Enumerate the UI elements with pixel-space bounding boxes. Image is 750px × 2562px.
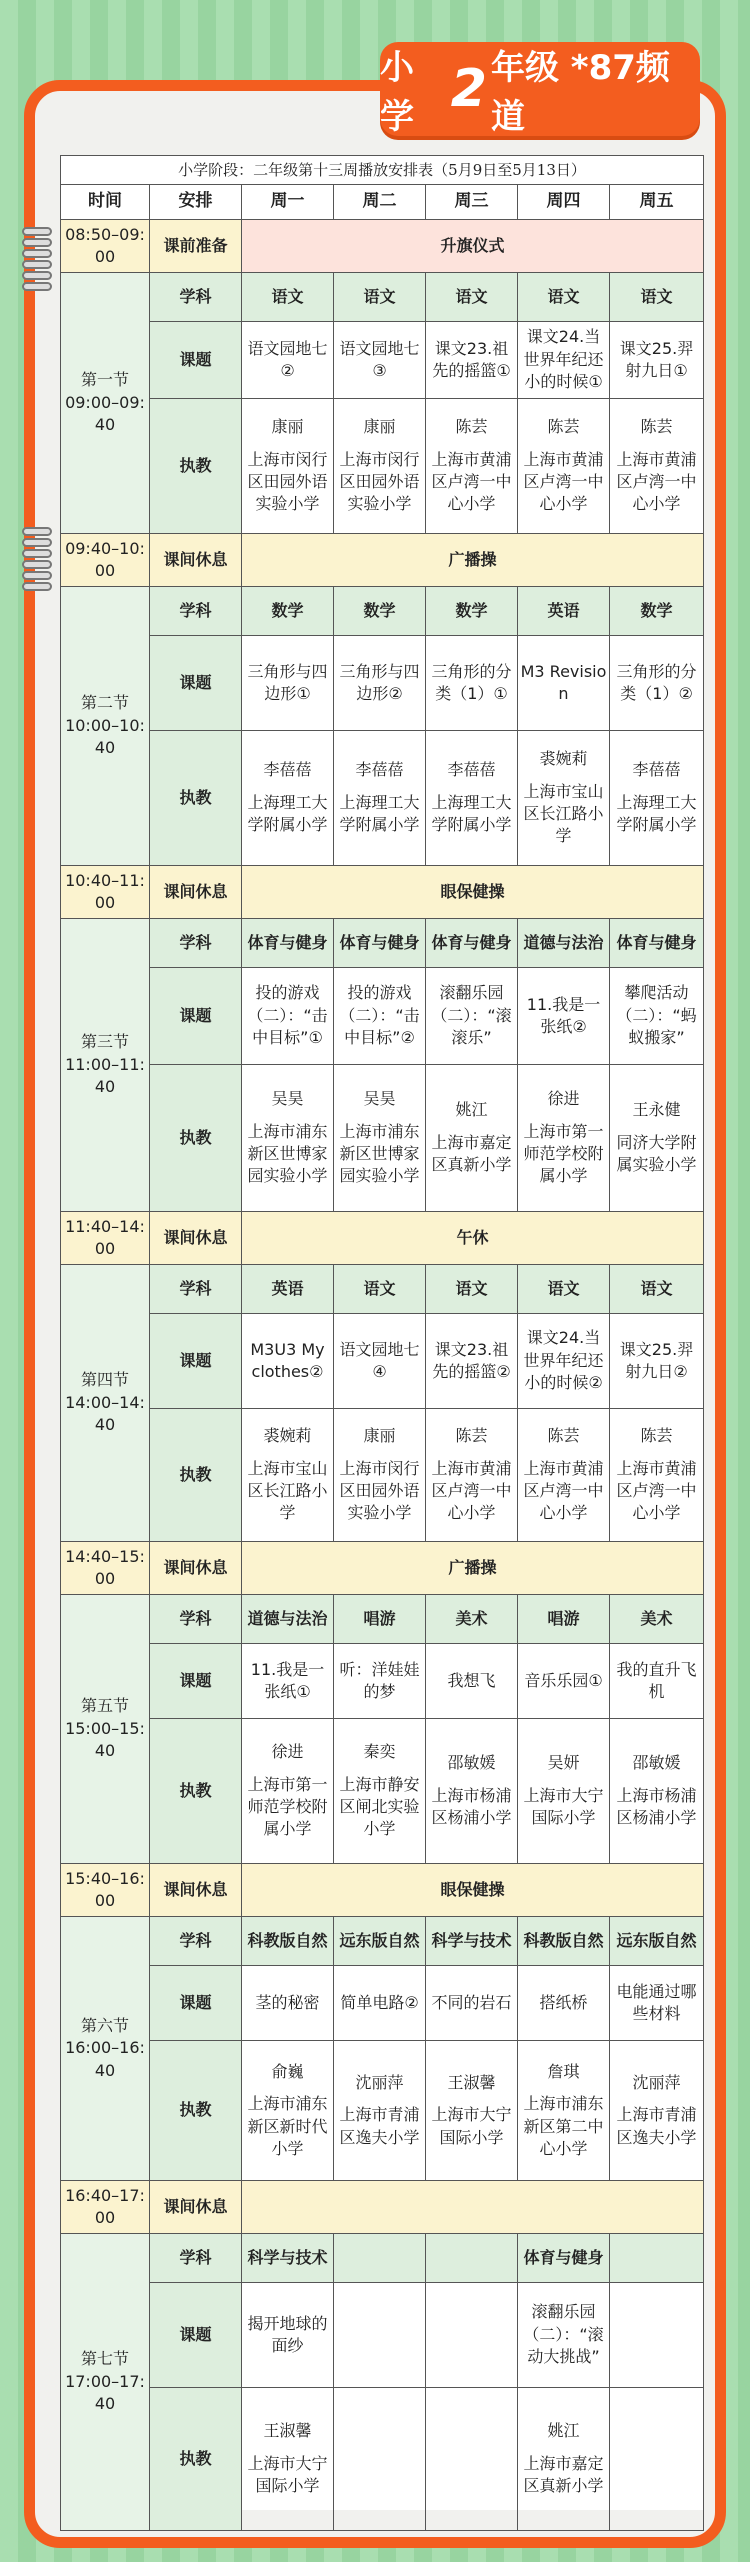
teacher-cell xyxy=(242,731,334,866)
teacher-name: 李蓓蓓 xyxy=(263,760,312,780)
binder-ring-icon xyxy=(22,525,52,593)
teacher-school: 上海市黄浦区卢湾一中心小学 xyxy=(616,1458,697,1523)
row-label-teacher: 执教 xyxy=(150,399,242,534)
teacher-school: 上海市闵行区田园外语实验小学 xyxy=(339,1458,420,1523)
row-label-subject: 学科 xyxy=(150,1917,242,1966)
topic-cell: M3U3 My clothes② xyxy=(242,1314,334,1409)
teacher-cell xyxy=(242,1409,334,1542)
topic-cell: 三角形的分类（1）② xyxy=(610,636,704,731)
break-label: 课间休息 xyxy=(150,2181,242,2234)
teacher-cell xyxy=(610,399,704,534)
teacher-school: 上海市第一师范学校附属小学 xyxy=(523,1121,604,1186)
column-header: 周二 xyxy=(334,185,426,220)
row-label-teacher: 执教 xyxy=(150,1409,242,1542)
row-label-topic: 课题 xyxy=(150,1314,242,1409)
topic-cell: 滚翻乐园（二）：“滚滚乐” xyxy=(426,968,518,1065)
topic-cell: 茎的秘密 xyxy=(242,1966,334,2041)
topic-cell: 11.我是一张纸② xyxy=(518,968,610,1065)
teacher-school: 上海市浦东新区第二中心小学 xyxy=(523,2094,604,2158)
column-header: 时间 xyxy=(61,185,150,220)
teacher-name: 沈丽萍 xyxy=(355,2072,404,2092)
teacher-name: 姚江 xyxy=(547,2421,580,2441)
period-name: 第一节 xyxy=(80,370,129,390)
period-hours: 17:00–17:40 xyxy=(65,2371,145,2414)
teacher-name: 邵敏媛 xyxy=(632,1753,681,1773)
subject-cell: 体育与健身 xyxy=(610,919,704,968)
subject-cell: 体育与健身 xyxy=(426,919,518,968)
row-label-topic: 课题 xyxy=(150,968,242,1065)
teacher-school: 上海市黄浦区卢湾一中心小学 xyxy=(523,1458,604,1523)
teacher-name: 姚江 xyxy=(455,1100,488,1120)
teacher-school: 上海理工大学附属小学 xyxy=(431,792,512,835)
subject-cell: 语文 xyxy=(334,273,426,322)
banner-suffix: 年级 *87频道 xyxy=(490,48,670,137)
subject-cell: 语文 xyxy=(426,1265,518,1314)
topic-cell: 课文25.羿射九日② xyxy=(610,1314,704,1409)
teacher-name: 王永健 xyxy=(632,1100,681,1120)
break-event: 眼保健操 xyxy=(242,1864,704,1917)
teacher-school: 上海市浦东新区世博家园实验小学 xyxy=(247,1121,328,1186)
subject-cell: 英语 xyxy=(518,587,610,636)
teacher-school: 上海市大宁国际小学 xyxy=(523,1785,604,1828)
break-time: 08:50–09:00 xyxy=(61,220,150,273)
subject-cell: 科学与技术 xyxy=(426,1917,518,1966)
topic-cell: 音乐乐园① xyxy=(518,1644,610,1719)
topic-cell: 听：洋娃娃的梦 xyxy=(334,1644,426,1719)
topic-cell: 不同的岩石 xyxy=(426,1966,518,2041)
topic-cell: 语文园地七③ xyxy=(334,322,426,399)
teacher-cell xyxy=(610,731,704,866)
teacher-name: 陈芸 xyxy=(640,1426,673,1446)
teacher-name: 裘婉莉 xyxy=(263,1426,312,1446)
topic-cell: 搭纸桥 xyxy=(518,1966,610,2041)
teacher-cell xyxy=(334,1409,426,1542)
topic-cell: 我想飞 xyxy=(426,1644,518,1719)
subject-cell: 数学 xyxy=(242,587,334,636)
break-time: 11:40–14:00 xyxy=(61,1212,150,1265)
period-hours: 16:00–16:40 xyxy=(65,2038,145,2080)
period-time xyxy=(61,1265,150,1542)
banner-prefix: 小学 xyxy=(380,48,414,137)
teacher-school: 上海市大宁国际小学 xyxy=(431,2105,512,2147)
period-name: 第四节 xyxy=(80,1370,129,1390)
subject-cell: 语文 xyxy=(610,273,704,322)
subject-cell: 道德与法治 xyxy=(518,919,610,968)
topic-cell: 攀爬活动（二）：“蚂蚁搬家” xyxy=(610,968,704,1065)
teacher-name: 吴昊 xyxy=(271,1089,304,1109)
subject-cell xyxy=(334,2234,426,2283)
break-event: 午休 xyxy=(242,1212,704,1265)
teacher-school: 上海市杨浦区杨浦小学 xyxy=(616,1785,697,1828)
row-label-teacher: 执教 xyxy=(150,1065,242,1212)
row-label-teacher: 执教 xyxy=(150,1719,242,1864)
teacher-name: 陈芸 xyxy=(640,417,673,437)
teacher-name: 俞巍 xyxy=(271,2061,304,2081)
break-time: 10:40–11:00 xyxy=(61,866,150,919)
break-event: 升旗仪式 xyxy=(242,220,704,273)
row-label-teacher: 执教 xyxy=(150,731,242,866)
column-header: 周五 xyxy=(610,185,704,220)
subject-cell: 美术 xyxy=(426,1595,518,1644)
teacher-cell xyxy=(334,399,426,534)
topic-cell: M3 Revision xyxy=(518,636,610,731)
row-label-topic: 课题 xyxy=(150,2283,242,2388)
row-label-subject: 学科 xyxy=(150,587,242,636)
teacher-school: 上海市浦东新区世博家园实验小学 xyxy=(339,1121,420,1186)
topic-cell: 语文园地七② xyxy=(242,322,334,399)
teacher-name: 李蓓蓓 xyxy=(355,760,404,780)
topic-cell: 三角形的分类（1）① xyxy=(426,636,518,731)
teacher-cell xyxy=(610,2041,704,2181)
teacher-school: 上海市大宁国际小学 xyxy=(247,2453,328,2496)
period-name: 第三节 xyxy=(80,1032,129,1052)
subject-cell: 远东版自然 xyxy=(334,1917,426,1966)
topic-cell: 电能通过哪些材料 xyxy=(610,1966,704,2041)
teacher-cell xyxy=(334,1065,426,1212)
teacher-school: 上海市静安区闸北实验小学 xyxy=(339,1774,420,1839)
subject-cell: 科教版自然 xyxy=(518,1917,610,1966)
teacher-name: 陈芸 xyxy=(455,1426,488,1446)
teacher-name: 陈芸 xyxy=(547,1426,580,1446)
subject-cell: 体育与健身 xyxy=(334,919,426,968)
teacher-name: 吴昊 xyxy=(363,1089,396,1109)
topic-cell: 课文24.当世界年纪还小的时候② xyxy=(518,1314,610,1409)
period-hours: 10:00–10:40 xyxy=(65,715,145,758)
subject-cell: 语文 xyxy=(242,273,334,322)
subject-cell: 体育与健身 xyxy=(242,919,334,968)
teacher-cell xyxy=(610,1065,704,1212)
teacher-school: 上海市闵行区田园外语实验小学 xyxy=(247,449,328,514)
row-label-subject: 学科 xyxy=(150,1595,242,1644)
teacher-cell xyxy=(610,2388,704,2531)
teacher-cell xyxy=(334,1719,426,1864)
teacher-cell xyxy=(242,2041,334,2181)
break-label: 课间休息 xyxy=(150,1212,242,1265)
row-label-subject: 学科 xyxy=(150,919,242,968)
period-hours: 15:00–15:40 xyxy=(65,1718,145,1761)
teacher-name: 王淑馨 xyxy=(447,2072,496,2092)
subject-cell: 远东版自然 xyxy=(610,1917,704,1966)
teacher-name: 李蓓蓓 xyxy=(447,760,496,780)
subject-cell: 语文 xyxy=(334,1265,426,1314)
teacher-cell xyxy=(518,1719,610,1864)
break-label: 课间休息 xyxy=(150,534,242,587)
break-event xyxy=(242,2181,704,2234)
teacher-name: 沈丽萍 xyxy=(632,2072,681,2092)
period-hours: 09:00–09:40 xyxy=(65,392,145,435)
topic-cell: 投的游戏（二）：“击中目标”① xyxy=(242,968,334,1065)
schedule-title: 小学阶段：二年级第十三周播放安排表（5月9日至5月13日） xyxy=(61,156,704,185)
break-event: 广播操 xyxy=(242,534,704,587)
teacher-cell xyxy=(426,1065,518,1212)
topic-cell: 滚翻乐园（二）：“滚动大挑战” xyxy=(518,2283,610,2388)
break-event: 广播操 xyxy=(242,1542,704,1595)
break-label: 课间休息 xyxy=(150,1542,242,1595)
row-label-subject: 学科 xyxy=(150,2234,242,2283)
row-label-topic: 课题 xyxy=(150,1644,242,1719)
topic-cell: 投的游戏（二）：“击中目标”② xyxy=(334,968,426,1065)
column-header: 周四 xyxy=(518,185,610,220)
teacher-school: 同济大学附属实验小学 xyxy=(616,1132,697,1175)
column-header: 周一 xyxy=(242,185,334,220)
teacher-name: 康丽 xyxy=(363,417,396,437)
teacher-cell xyxy=(426,1719,518,1864)
topic-cell: 课文23.祖先的摇篮① xyxy=(426,322,518,399)
teacher-cell xyxy=(242,1719,334,1864)
subject-cell: 唱游 xyxy=(518,1595,610,1644)
teacher-cell xyxy=(518,1065,610,1212)
break-time: 15:40–16:00 xyxy=(61,1864,150,1917)
schedule-table xyxy=(60,155,704,2531)
subject-cell: 科教版自然 xyxy=(242,1917,334,1966)
teacher-name: 陈芸 xyxy=(455,417,488,437)
teacher-cell xyxy=(518,2388,610,2531)
teacher-name: 邵敏媛 xyxy=(447,1753,496,1773)
teacher-school: 上海理工大学附属小学 xyxy=(339,792,420,835)
topic-cell: 语文园地七④ xyxy=(334,1314,426,1409)
period-name: 第六节 xyxy=(80,2015,129,2035)
break-label: 课前准备 xyxy=(150,220,242,273)
teacher-name: 裘婉莉 xyxy=(539,749,588,769)
subject-cell: 唱游 xyxy=(334,1595,426,1644)
teacher-cell xyxy=(242,399,334,534)
teacher-school: 上海市青浦区逸夫小学 xyxy=(616,2105,697,2147)
teacher-school: 上海市黄浦区卢湾一中心小学 xyxy=(523,449,604,514)
teacher-name: 李蓓蓓 xyxy=(632,760,681,780)
teacher-name: 陈芸 xyxy=(547,417,580,437)
teacher-school: 上海市黄浦区卢湾一中心小学 xyxy=(431,1458,512,1523)
period-time xyxy=(61,587,150,866)
subject-cell: 语文 xyxy=(518,273,610,322)
period-hours: 11:00–11:40 xyxy=(65,1054,145,1097)
teacher-cell xyxy=(334,2388,426,2531)
break-label: 课间休息 xyxy=(150,1864,242,1917)
teacher-school: 上海市宝山区长江路小学 xyxy=(523,781,604,846)
teacher-school: 上海市嘉定区真新小学 xyxy=(431,1132,512,1175)
teacher-cell xyxy=(518,731,610,866)
teacher-school: 上海市黄浦区卢湾一中心小学 xyxy=(616,449,697,514)
break-time: 16:40–17:00 xyxy=(61,2181,150,2234)
teacher-cell xyxy=(242,2388,334,2531)
subject-cell xyxy=(426,2234,518,2283)
teacher-cell xyxy=(426,2388,518,2531)
teacher-cell xyxy=(334,2041,426,2181)
subject-cell: 语文 xyxy=(610,1265,704,1314)
row-label-topic: 课题 xyxy=(150,322,242,399)
period-name: 第二节 xyxy=(80,693,129,713)
teacher-cell xyxy=(242,1065,334,1212)
break-label: 课间休息 xyxy=(150,866,242,919)
topic-cell: 三角形与四边形① xyxy=(242,636,334,731)
subject-cell: 语文 xyxy=(518,1265,610,1314)
teacher-name: 吴妍 xyxy=(547,1753,580,1773)
topic-cell: 三角形与四边形② xyxy=(334,636,426,731)
channel-banner xyxy=(380,42,700,136)
subject-cell: 体育与健身 xyxy=(518,2234,610,2283)
break-event: 眼保健操 xyxy=(242,866,704,919)
subject-cell xyxy=(610,2234,704,2283)
period-name: 第五节 xyxy=(80,1696,129,1716)
row-label-topic: 课题 xyxy=(150,636,242,731)
topic-cell xyxy=(334,2283,426,2388)
period-hours: 14:00–14:40 xyxy=(65,1392,145,1435)
period-time xyxy=(61,919,150,1212)
teacher-cell xyxy=(426,399,518,534)
topic-cell xyxy=(610,2283,704,2388)
subject-cell: 英语 xyxy=(242,1265,334,1314)
subject-cell: 道德与法治 xyxy=(242,1595,334,1644)
subject-cell: 数学 xyxy=(426,587,518,636)
subject-cell: 语文 xyxy=(426,273,518,322)
teacher-cell xyxy=(518,2041,610,2181)
teacher-school: 上海市宝山区长江路小学 xyxy=(247,1458,328,1523)
teacher-school: 上海理工大学附属小学 xyxy=(616,792,697,835)
subject-cell: 数学 xyxy=(334,587,426,636)
teacher-name: 康丽 xyxy=(271,417,304,437)
subject-cell: 科学与技术 xyxy=(242,2234,334,2283)
teacher-school: 上海市杨浦区杨浦小学 xyxy=(431,1785,512,1828)
teacher-name: 康丽 xyxy=(363,1426,396,1446)
teacher-cell xyxy=(610,1719,704,1864)
subject-cell: 美术 xyxy=(610,1595,704,1644)
teacher-cell xyxy=(426,731,518,866)
teacher-cell xyxy=(426,1409,518,1542)
teacher-cell xyxy=(518,1409,610,1542)
row-label-subject: 学科 xyxy=(150,273,242,322)
teacher-name: 王淑馨 xyxy=(263,2421,312,2441)
row-label-teacher: 执教 xyxy=(150,2388,242,2531)
topic-cell: 我的直升飞机 xyxy=(610,1644,704,1719)
break-time: 14:40–15:00 xyxy=(61,1542,150,1595)
period-time xyxy=(61,1595,150,1864)
topic-cell: 课文23.祖先的摇篮② xyxy=(426,1314,518,1409)
topic-cell: 简单电路② xyxy=(334,1966,426,2041)
period-time xyxy=(61,1917,150,2181)
row-label-teacher: 执教 xyxy=(150,2041,242,2181)
teacher-name: 詹琪 xyxy=(547,2061,580,2081)
teacher-school: 上海市浦东新区新时代小学 xyxy=(247,2094,328,2158)
teacher-cell xyxy=(426,2041,518,2181)
topic-cell: 课文25.羿射九日① xyxy=(610,322,704,399)
period-time xyxy=(61,273,150,534)
teacher-name: 秦奕 xyxy=(363,1742,396,1762)
row-label-subject: 学科 xyxy=(150,1265,242,1314)
teacher-cell xyxy=(610,1409,704,1542)
period-time xyxy=(61,2234,150,2531)
binder-ring-icon xyxy=(22,225,52,293)
teacher-school: 上海市闵行区田园外语实验小学 xyxy=(339,449,420,514)
break-time: 09:40–10:00 xyxy=(61,534,150,587)
teacher-school: 上海理工大学附属小学 xyxy=(247,792,328,835)
teacher-name: 徐进 xyxy=(271,1742,304,1762)
teacher-cell xyxy=(518,399,610,534)
row-label-topic: 课题 xyxy=(150,1966,242,2041)
banner-grade: 2 xyxy=(450,59,487,119)
teacher-school: 上海市青浦区逸夫小学 xyxy=(339,2105,420,2147)
teacher-school: 上海市嘉定区真新小学 xyxy=(523,2453,604,2496)
column-header: 安排 xyxy=(150,185,242,220)
topic-cell: 课文24.当世界年纪还小的时候① xyxy=(518,322,610,399)
teacher-name: 徐进 xyxy=(547,1089,580,1109)
topic-cell xyxy=(426,2283,518,2388)
topic-cell: 11.我是一张纸① xyxy=(242,1644,334,1719)
period-name: 第七节 xyxy=(80,2349,129,2369)
teacher-school: 上海市第一师范学校附属小学 xyxy=(247,1774,328,1839)
teacher-cell xyxy=(334,731,426,866)
column-header: 周三 xyxy=(426,185,518,220)
teacher-school: 上海市黄浦区卢湾一中心小学 xyxy=(431,449,512,514)
topic-cell: 揭开地球的面纱 xyxy=(242,2283,334,2388)
subject-cell: 数学 xyxy=(610,587,704,636)
